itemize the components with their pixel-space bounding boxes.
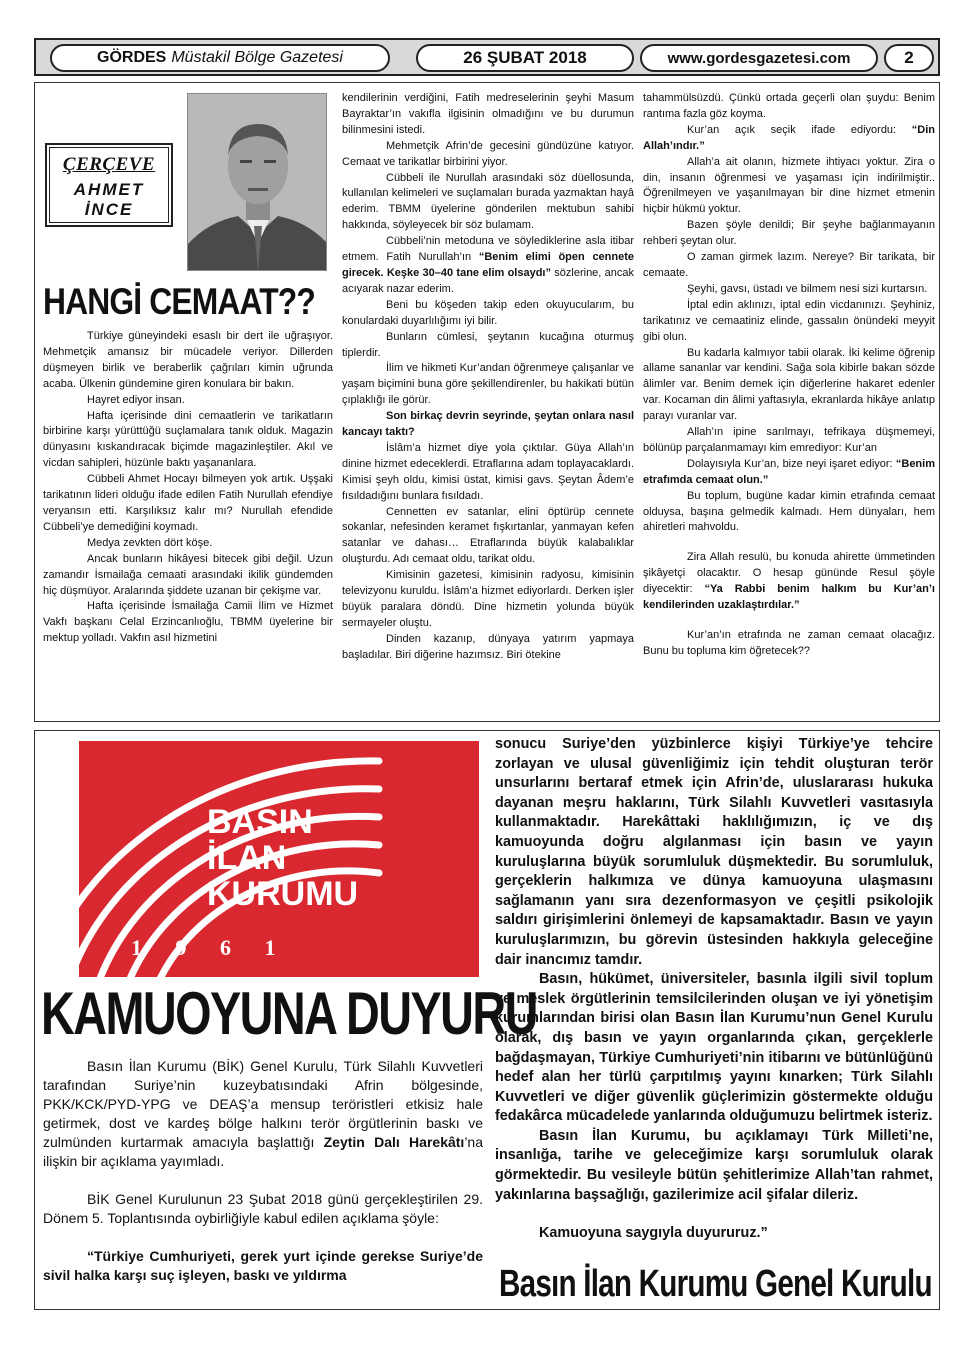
logo-year: 1 9 6 1 <box>131 935 290 960</box>
paragraph: Beni bu köşeden takip eden okuyucularım, bu konulardaki duyarlılığımı iyi bilir. <box>342 298 634 327</box>
paper-name-pill <box>50 44 390 72</box>
logo-text-line3: KURUMU <box>207 875 359 913</box>
paragraph: İlim ve hikmeti Kur’andan öğrenmeye çalışanlar ve yaşam biçimini buna göre şekillendirenler, bu hakikati bütün çıplaklığı ile görür. <box>342 362 634 407</box>
column-name: ÇERÇEVE <box>62 154 156 175</box>
paragraph: Medya zevkten dört köşe. <box>87 536 213 549</box>
article-column-2 <box>342 91 634 719</box>
paragraph: O zaman girmek lazım. Nereye? Bir tarikata, bir cemaate. <box>643 251 935 279</box>
paragraph: Dinden kazanıp, dünyaya yatırım yapmaya başladılar. Biri diğerine hazımsız. Biri ötekine <box>342 632 634 661</box>
column-badge <box>45 143 173 227</box>
paragraph: İptal edin aklınızı, iptal edin vicdanınızı. Şeyhiniz, tarikatınız ve cemaatiniz elinde, gassalın önündeki meyyit gibi olun. <box>643 298 935 343</box>
paragraph: kendilerinin verdiğini, Fatih medreselerinin şeyhi Masum Bayraktar’ın vakıfla ilgisinin olmadığını ve bu durumun bilinmesini istedi. <box>342 92 634 136</box>
paragraph: Basın İlan Kurumu, bu açıklamayı Türk Milleti’ne, insanlığa, tarihe ve geleceğimize karşı sorumluluk olarak görmektedir. Bu vesileyle bütün şehitlerimize Allah’tan rahmet, yakınlarına başsağlığı, gazilerimize acil şifalar dileriz. <box>495 1127 933 1203</box>
subheading-bold: Son birkaç devrin seyrinde, şeytan onlara nasıl kancayı taktı? <box>342 410 634 439</box>
operation-name: Zeytin Dalı Harekâtı <box>323 1134 465 1150</box>
closing-line: Kamuoyuna saygıyla duyururuz.” <box>539 1225 768 1242</box>
column-article <box>34 82 940 722</box>
logo-text-line1: BASIN <box>207 803 313 841</box>
paragraph: İslâm’a hizmet diye yola çıktılar. Güya Allah’ın dinine hizmet edeceklerdi. Etraflarına adam toplayacaklardı. Kimisi şeyh oldu, kimisi üstat, kimisi gavs. Şeytan Âdem’e fısıldadığını bunlara fısıldadı. <box>342 441 634 502</box>
signature-line: Basın İlan Kurumu Genel Kurulu <box>499 1263 932 1305</box>
paragraph: Allah’a ait olanın, hizmete ihtiyacı yoktur. Zira o din, insanın öğrenmesi ve yaşaması için indirilmiştir.. Öğrenilmeyen ve yaşanılmayan bir dine hizmet etmenin hiçbir hükmü yoktur. <box>643 155 935 216</box>
paragraph: Hayret ediyor insan. <box>87 393 185 406</box>
paragraph: tahammülsüzdü. Çünkü ortada geçerli olan şuydu: Benim rantıma fazla göz koyma. <box>643 92 935 120</box>
paragraph: Türkiye güneyindeki esaslı bir dert ile uğraşıyor. Mehmetçik amansız bir mücadele veriyor. Dillerden düşmeyen birlik ve beraberlik çağrıları kimin uğrunda acaba. Ülkenin gündemine giren konulara bir bakın. <box>43 330 333 390</box>
paragraph: Dolayısıyla Kur’an, bize neyi işaret ediyor: “Benim etrafımda cemaat olun.” <box>643 457 935 486</box>
paragraph <box>342 409 634 441</box>
paragraph: Basın İlan Kurumu (BİK) Genel Kurulu, Türk Silahlı Kuvvetleri tarafından Suriye’nin kuzeybatısındaki Afrin bölgesinde, PKK/KCK/PYD-YPG ve DEAŞ’a mensup teröristleri etkisiz hale getirmek, dost ve kardeş bölge halkını terör örgütlerinin baskı ve zulmünden kurtarmak amacıyla başlattığı Zeytin Dalı Harekâtı’na ilişkin bir açıklama yayımladı. <box>43 1058 483 1169</box>
paragraph: Hafta içerisinde dini cemaatlerin ve tarikatların birbirine karşı yürüttüğü suçlamalara tanık olduk. Magazin dünyasını kıskandıracak biçimde magazinleştiler. Akıl ve vicdan sahipleri, hüzünle baktı yaşananlara. <box>43 409 333 470</box>
paper-subtitle: Müstakil Bölge Gazetesi <box>171 49 343 66</box>
website-link[interactable]: www.gordesgazetesi.com <box>640 44 878 72</box>
announcement-box <box>34 730 940 1310</box>
paragraph: Şeyhi, gavsı, üstadı ve bilmem nesi sizi kurtarsın. <box>687 282 928 295</box>
paragraph: Hafta içerisinde İsmailağa Camii İlim ve Hizmet Vakfı başkanı Celal Erzincanlıoğlu, TBMM üyelerine bir mektup yolladı. Vakfın asıl hizmetini <box>43 600 333 645</box>
article-column-3 <box>643 91 935 719</box>
paragraph: Cübbeli Ahmet Hocayı bilmeyen yok artık. Uşşaki tarikatının lideri olduğu ifade edilen Fatih Nurullah efendiye veryansın etti. Karşılıksız kalır mı? Nurullah efendide Cübbeli’ye demediğini koymadı. <box>43 473 333 533</box>
page-number: 2 <box>884 44 934 72</box>
paragraph: Bazen şöyle denildi; Bir şeyhe bağlanmayanın rehberi şeytan olur. <box>643 219 935 248</box>
paragraph: Basın, hükümet, üniversiteler, basınla ilgili sivil toplum ve meslek örgütlerinin temsilcilerinden oluşan ve iyi yönetişim kurumlarından birisi olan Basın İlan Kurumu’nun Genel Kurulu olarak, dış basın ve yayın organlarında çıkan, gerçeklerle bağdaşmayan, Türkiye Cumhuriyeti’nin itibarını ve bütünlüğünü hedef alan her türlü çarpıtılmış yayını kınarken; Türk Silahlı Kuvvetleri ve diğer güvenlik güçlerimizin göstermekte olduğu fedakârca mücadelede yanlarında olduğumuzu belirtmek isteriz. <box>495 971 933 1125</box>
paragraph: Ancak bunların hikâyesi bitecek gibi değil. Uzun zamandır İsmailağa cemaati arasındaki ikilik gündemden hiç düşmüyor. Aralarında şiddete uzanan bir çekişme var. <box>43 552 333 597</box>
paragraph: Cübbeli’nin metoduna ve söylediklerine asla itibar etmem. Fatih Nurullah’ın “Benim elimi öpen cennete girecek. Keşke 30–40 tane elim olsaydı” sözlerine, ancak acıyarak nazar ederim. <box>342 235 634 295</box>
paragraph: Cennetten ev satanlar, elini öptürüp cennete sokanlar, nefesinden keramet fışkırtanlar, yanmayan kefen satanlar ve dahası… Etraflarında büyük kalabalıklar oluşturdu. Adı cemaat oldu, tarikat oldu. <box>342 505 634 566</box>
announcement-headline: KAMUOYUNA DUYURU <box>41 980 537 1047</box>
paper-name: GÖRDES <box>97 49 167 66</box>
bik-logo <box>79 741 479 977</box>
paragraph: Mehmetçik Afrin’de gecesini gündüzüne katıyor. Cemaat ve tarikatlar birbirini yiyor. <box>342 139 634 168</box>
paragraph: Cübbeli ile Nurullah arasındaki söz düellosunda, kullanılan kelimeleri ve suçlamaları burada yazmaktan hayâ ederim. TBMM üyelerine gönderilen mektubun sahibi hakkında, söyleyecek bir söz bulamam. <box>342 171 634 232</box>
paragraph: Bu toplum, bugüne kadar kimin etrafında cemaat olduysa, başına gelmedik kalmadı. Hem dünyaları, hem ahiretleri mahvoldu. <box>643 489 935 534</box>
article-headline: HANGİ CEMAAT?? <box>43 281 315 322</box>
paragraph: Zira Allah resulü, bu konuda ahirette ümmetinden şikâyetçi olacaktır. O hesap gününde Resul şöyle diyecektir: “Ya Rabbi benim halkım bu Kur’an’ı kendilerinden uzaklaştırdılar.” <box>643 551 935 612</box>
paragraph: sonucu Suriye’den yüzbinlerce kişiyi Türkiye’ye tehcire zorlayan ve ulusal güvenliğimiz için tehdit oluşturan terör unsurlarını bertaraf etmek için Afrin’de, uluslararası hukuka dayanan meşru haklarını, Türk Silahlı Kuvvetleri vasıtasıyla kullanmaktadır. Harekâttaki haklılığımızın, iç ve dış kamuoyunda doğru algılanması için basın ve yayın kuruluşlarına büyük sorumluluk düşmektedir. Bu sorumluluk, gerçeklerin halkımıza ve dünya kamuoyuna ulaşmasını sağlamanın yanı sıra dezenformasyon ve çeşitli psikolojik saldırı girişimlerini önlemeyi de kapsamaktadır. Basın ve yayın kuruluşlarımızın, bu görevin üstesinden hakkıyla geleceğine dair inancımız tamdır. <box>495 736 933 968</box>
logo-text-line2: İLAN <box>207 839 287 877</box>
paragraph: BİK Genel Kurulunun 23 Şubat 2018 günü gerçekleştirilen 29. Dönem 5. Toplantısında oybirliğiyle kabul edilen açıklama şöyle: <box>43 1191 483 1226</box>
issue-date: 26 ŞUBAT 2018 <box>416 44 634 72</box>
author-photo <box>187 93 327 271</box>
paragraph: Kur’an’ın etrafında ne zaman cemaat olacağız. Bunu bu topluma kim öğretecek?? <box>643 629 935 657</box>
masthead-bar <box>34 38 940 76</box>
paragraph: Allah’ın ipine sarılmayı, tefrikaya düşmemeyi, bölünüp parçalanmamayı kim emrediyor: Kur’an <box>643 426 935 454</box>
paragraph: Kur’an açık seçik ifade ediyordu: “Din Allah’ındır.” <box>643 123 935 152</box>
author-first-name: AHMET <box>73 180 145 199</box>
article-column-1 <box>43 329 333 719</box>
announcement-left-column <box>43 1057 483 1297</box>
paragraph: Kimisinin gazetesi, kimisinin radyosu, kimisinin televizyonu kuruldu. İslâm’a hizmet ediyorlardı. Derken işler büyük paralara döndü. Dine hizmetin yolunda büyük sermayeler oluştu. <box>342 569 634 629</box>
announcement-right-column <box>495 735 933 1247</box>
paragraph: Bunların cümlesi, şeytanın kucağına oturmuş tiplerdir. <box>342 330 634 359</box>
quote-start: “Türkiye Cumhuriyeti, gerek yurt içinde gerekse Suriye’de sivil halka karşı suç işleyen, baskı ve yıldırma <box>43 1248 483 1283</box>
paragraph: Bu kadarla kalmıyor tabii olarak. İki kelime öğrenip allame sananlar var kendini. Sağa sola kibirle bakan sözde âlimler var. Benim demek için diğerlerine hakaret edenler var. Kocaman din âlimi yaftasıyla, ekranlarda hikâye anlatıp parayı vuranlar var. <box>643 346 935 423</box>
author-last-name: İNCE <box>84 200 134 219</box>
quote-bold: “Benim elimi öpen cennete girecek. Keşke 30–40 tane elim olsaydı” <box>342 251 634 279</box>
